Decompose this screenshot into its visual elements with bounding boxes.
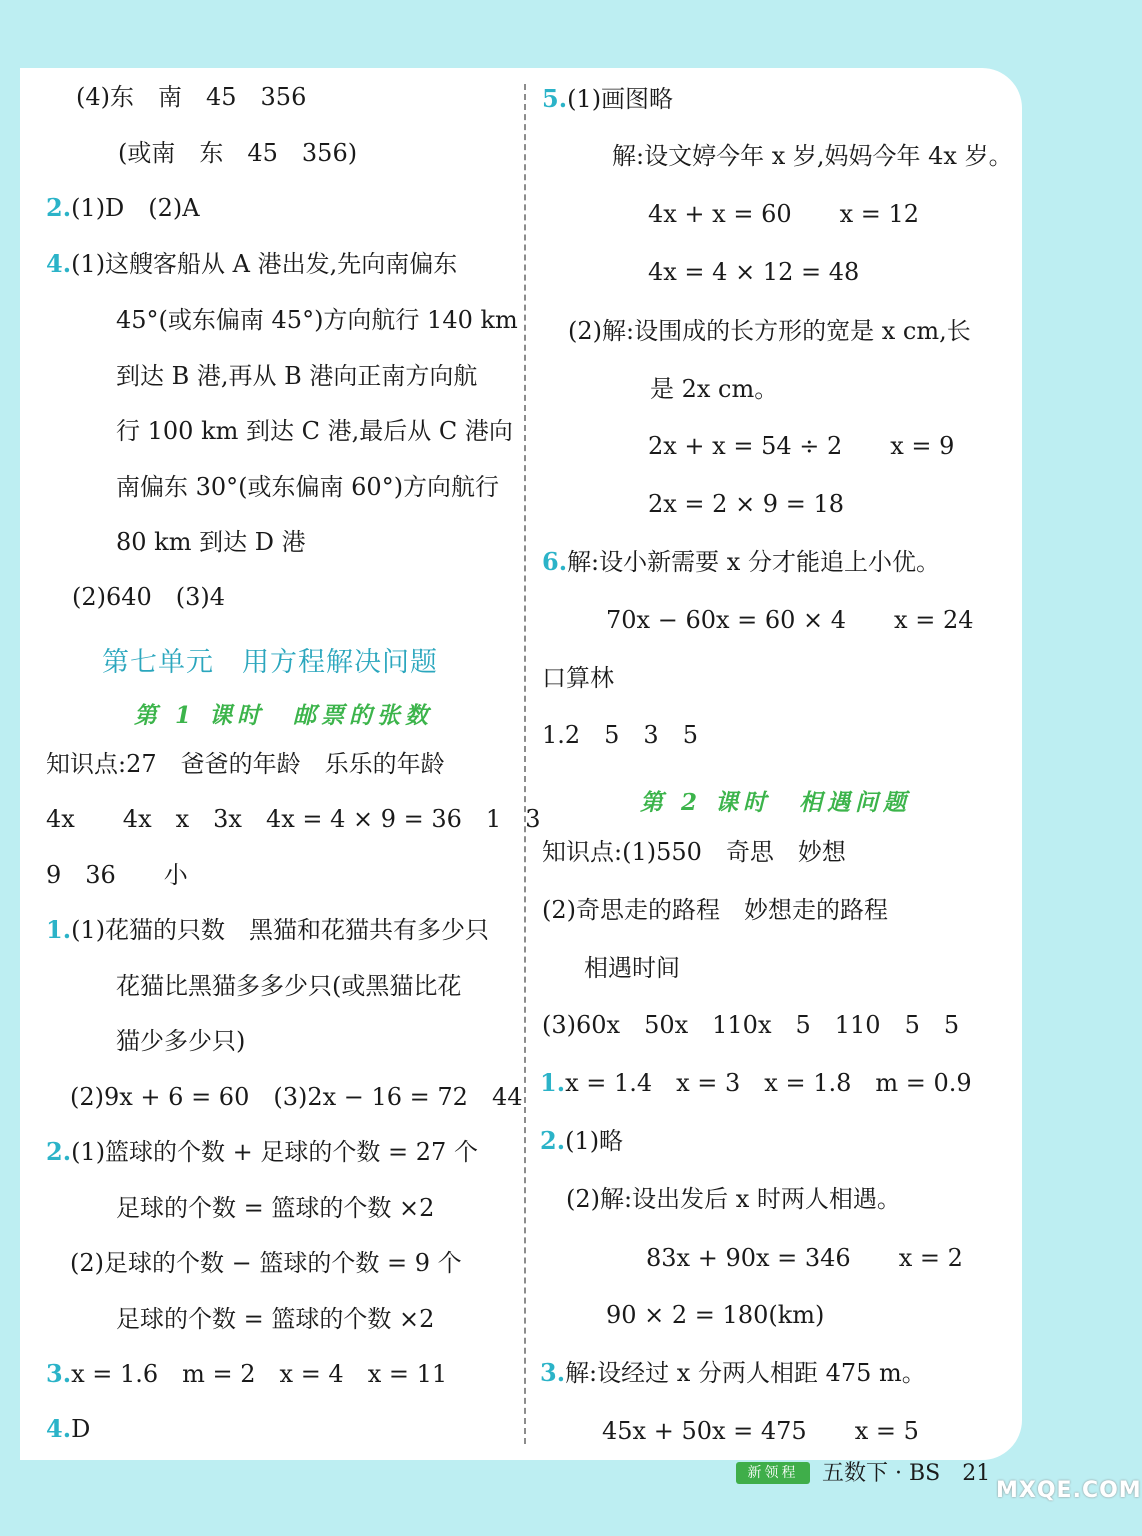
answer-line: 4x 4x x 3x 4x = 4 × 9 = 36 1 3 <box>46 805 541 833</box>
answer-line <box>542 84 673 114</box>
answer-line: (2)解:设出发后 x 时两人相遇。 <box>566 1185 901 1213</box>
answer-line <box>542 547 940 577</box>
question-number: 2. <box>46 1137 72 1166</box>
answer-line: 行 100 km 到达 C 港,最后从 C 港向 <box>116 417 513 445</box>
answer-text: (1)略 <box>565 1127 624 1155</box>
answer-line: 90 × 2 = 180(km) <box>606 1301 825 1329</box>
answer-line: (2)9x + 6 = 60 (3)2x − 16 = 72 44 <box>70 1083 523 1111</box>
answer-line: (3)60x 50x 110x 5 110 5 5 <box>542 1011 960 1039</box>
answer-line <box>46 193 200 223</box>
answer-text: (1)这艘客船从 A 港出发,先向南偏东 <box>71 250 458 278</box>
answer-text: (1)篮球的个数 + 足球的个数 = 27 个 <box>71 1138 478 1166</box>
answer-line: (2)640 (3)4 <box>72 583 226 611</box>
answer-text: (1)D (2)A <box>71 194 200 222</box>
answer-line: (2)解:设围成的长方形的宽是 x cm,长 <box>568 317 971 345</box>
answer-line <box>540 1126 623 1156</box>
answer-line: 83x + 90x = 346 x = 2 <box>646 1244 963 1272</box>
lesson-title: 第 2 课时 相遇问题 <box>640 789 912 816</box>
question-number: 3. <box>540 1358 566 1387</box>
answer-line: 到达 B 港,再从 B 港向正南方向航 <box>116 362 478 390</box>
answer-line: 知识点:(1)550 奇思 妙想 <box>542 838 846 866</box>
answer-line: 70x − 60x = 60 × 4 x = 24 <box>606 606 974 634</box>
answer-line <box>46 1414 90 1444</box>
answer-text: x = 1.4 x = 3 x = 1.8 m = 0.9 <box>565 1069 972 1097</box>
answer-line <box>46 1137 478 1167</box>
answer-line: (2)足球的个数 − 篮球的个数 = 9 个 <box>70 1249 462 1277</box>
answer-line: 南偏东 30°(或东偏南 60°)方向航行 <box>116 473 500 501</box>
answer-line: 知识点:27 爸爸的年龄 乐乐的年龄 <box>46 750 445 778</box>
answer-text: 解:设小新需要 x 分才能追上小优。 <box>567 548 940 576</box>
answer-line: 2x = 2 × 9 = 18 <box>648 490 844 518</box>
answer-line: 足球的个数 = 篮球的个数 ×2 <box>116 1305 435 1333</box>
answer-line: 猫少多少只) <box>116 1027 246 1055</box>
answer-text: D <box>71 1415 91 1443</box>
answer-text: 解:设经过 x 分两人相距 475 m。 <box>565 1359 926 1387</box>
answer-line <box>46 249 457 279</box>
answer-line: 解:设文婷今年 x 岁,妈妈今年 4x 岁。 <box>612 142 1013 170</box>
question-number: 4. <box>46 1414 72 1443</box>
unit-title: 第七单元 用方程解决问题 <box>102 647 438 678</box>
question-number: 2. <box>46 193 72 222</box>
answer-text: (1)画图略 <box>567 85 674 113</box>
answer-line: 1.2 5 3 5 <box>542 721 698 749</box>
answer-line: 足球的个数 = 篮球的个数 ×2 <box>116 1194 435 1222</box>
answer-line: (4)东 南 45 356 <box>76 83 307 111</box>
question-number: 5. <box>542 84 568 113</box>
question-number: 3. <box>46 1359 72 1388</box>
answer-line: 45x + 50x = 475 x = 5 <box>602 1417 919 1445</box>
answer-line: 花猫比黑猫多多少只(或黑猫比花 <box>116 972 462 1000</box>
answer-line <box>46 1359 447 1389</box>
question-number: 1. <box>46 915 72 944</box>
answer-line: 80 km 到达 D 港 <box>116 528 306 556</box>
question-number: 2. <box>540 1126 566 1155</box>
question-number: 4. <box>46 249 72 278</box>
answer-line <box>46 915 489 945</box>
watermark: MXQE.COM <box>996 1478 1142 1503</box>
answer-line: (2)奇思走的路程 妙想走的路程 <box>542 896 888 924</box>
answer-line: 9 36 小 <box>46 861 188 889</box>
answer-line <box>540 1068 972 1098</box>
answer-line <box>540 1358 926 1388</box>
answer-line: 45°(或东偏南 45°)方向航行 140 km <box>116 306 518 334</box>
answer-text: (1)花猫的只数 黑猫和花猫共有多少只 <box>71 916 490 944</box>
answer-line: 是 2x cm。 <box>650 375 779 403</box>
brand-badge: 新领程 <box>736 1462 810 1484</box>
page-footer-text: 五数下 · BS 21 <box>822 1461 991 1486</box>
lesson-title: 第 1 课时 邮票的张数 <box>134 702 434 729</box>
answer-line: (或南 东 45 356) <box>118 139 358 167</box>
answer-line: 相遇时间 <box>584 954 680 982</box>
column-divider <box>524 84 526 1444</box>
answer-line: 4x = 4 × 12 = 48 <box>648 258 860 286</box>
answer-line: 2x + x = 54 ÷ 2 x = 9 <box>648 432 955 460</box>
question-number: 1. <box>540 1068 566 1097</box>
answer-line: 4x + x = 60 x = 12 <box>648 200 920 228</box>
question-number: 6. <box>542 547 568 576</box>
answer-line: 口算林 <box>542 664 614 692</box>
answer-text: x = 1.6 m = 2 x = 4 x = 11 <box>71 1360 448 1388</box>
